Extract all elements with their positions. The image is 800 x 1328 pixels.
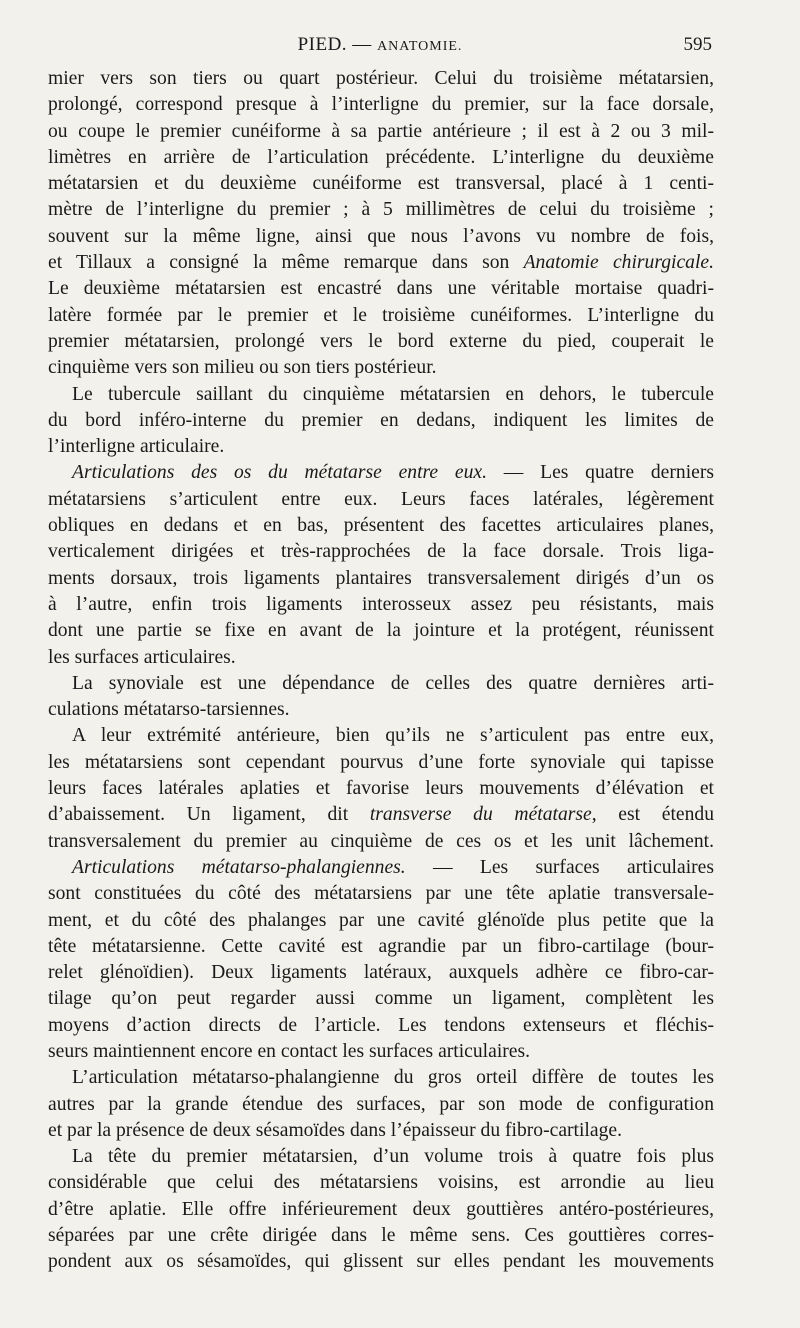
text-line: dont une partie se fixe en avant de la jointure et la protégent, réunissent <box>48 620 714 642</box>
text-line: pondent aux os sésamoïdes, qui glissent sur elles pendant les mouvements <box>48 1251 714 1273</box>
text-line: La tête du premier métatarsien, d’un volume trois à quatre fois plus <box>72 1146 714 1168</box>
text-line: souvent sur la même ligne, ainsi que nous l’avons vu nombre de fois, <box>48 225 714 247</box>
text-fragment: , est étendu <box>591 804 714 826</box>
text-line: sont constituées du côté des métatarsiens par une tête aplatie transversale- <box>48 883 714 905</box>
section-heading: Articulations des os du métatarse entre eux. <box>72 462 487 484</box>
text-line: l’interligne articulaire. <box>48 436 225 458</box>
text-line: métatarsiens s’articulent entre eux. Leurs faces latérales, légèrement <box>48 488 714 510</box>
running-title-main: PIED. — <box>297 34 378 55</box>
text-line: premier métatarsien, prolongé vers le bord externe du pied, couperait le <box>48 330 714 352</box>
text-line: mètre de l’interligne du premier ; à 5 millimètres de celui du troisième ; <box>48 199 714 221</box>
text-line: seurs maintiennent encore en contact les surfaces articulaires. <box>48 1040 531 1062</box>
text-line <box>48 855 714 881</box>
text-line <box>48 460 714 486</box>
text-line: relet glénoïdien). Deux ligaments latéraux, auxquels adhère ce fibro-car- <box>48 962 714 984</box>
text-line <box>48 250 714 276</box>
text-line: et par la présence de deux sésamoïdes dans l’épaisseur du fibro-cartilage. <box>48 1119 622 1141</box>
italic-term: transverse du métatarse <box>369 804 592 826</box>
text-line: verticalement dirigées et très-rapprochées de la face dorsale. Trois liga- <box>48 541 714 563</box>
text-fragment: — Les quatre derniers <box>486 462 714 484</box>
text-line: A leur extrémité antérieure, bien qu’ils ne s’articulent pas entre eux, <box>72 725 714 747</box>
text-line: considérable que celui des métatarsiens voisins, est arrondie au lieu <box>48 1172 714 1194</box>
page-number: 595 <box>683 34 712 55</box>
text-fragment: — Les surfaces articulaires <box>405 856 714 878</box>
text-line: séparées par une crête dirigée dans le même sens. Ces gouttières corres- <box>48 1225 714 1247</box>
text-line: obliques en dedans et en bas, présentent des facettes articulaires planes, <box>48 515 714 537</box>
running-title-section: ANATOMIE. <box>377 39 463 54</box>
text-line: culations métatarso-tarsiennes. <box>48 699 290 721</box>
italic-book-title: Anatomie chirurgicale. <box>523 252 714 274</box>
text-line: cinquième vers son milieu ou son tiers postérieur. <box>48 357 437 379</box>
text-line: Le tubercule saillant du cinquième métatarsien en dehors, le tubercule <box>72 383 714 405</box>
text-line: à l’autre, enfin trois ligaments interosseux assez peu résistants, mais <box>48 593 714 615</box>
running-header <box>48 34 712 62</box>
text-line: Le deuxième métatarsien est encastré dans une véritable mortaise quadri- <box>48 278 714 300</box>
text-line: limètres en arrière de l’articulation précédente. L’interligne du deuxième <box>48 146 714 168</box>
text-line: La synoviale est une dépendance de celles des quatre dernières arti- <box>72 672 714 694</box>
text-line: d’être aplatie. Elle offre inférieurement deux gouttières antéro-postérieures, <box>48 1198 714 1220</box>
text-line: moyens d’action directs de l’article. Les tendons extenseurs et fléchis- <box>48 1014 714 1036</box>
text-fragment: d’abaissement. Un ligament, dit <box>48 804 370 826</box>
section-heading: Articulations métatarso-phalangiennes. <box>72 856 406 878</box>
text-line: leurs faces latérales aplaties et favorise leurs mouvements d’élévation et <box>48 778 714 800</box>
text-line <box>48 802 714 828</box>
text-line: tilage qu’on peut regarder aussi comme un ligament, complètent les <box>48 988 714 1010</box>
text-line: L’articulation métatarso-phalangienne du gros orteil diffère de toutes les <box>72 1067 714 1089</box>
running-title <box>48 34 712 56</box>
text-line: ments dorsaux, trois ligaments plantaires transversalement dirigés d’un os <box>48 567 714 589</box>
text-line: ment, et du côté des phalanges par une cavité glénoïde plus petite que la <box>48 909 714 931</box>
page-body <box>48 66 714 1276</box>
text-line: autres par la grande étendue des surfaces, par son mode de configuration <box>48 1093 714 1115</box>
text-line: mier vers son tiers ou quart postérieur. Celui du troisième métatarsien, <box>48 68 714 89</box>
text-line: latère formée par le premier et le troisième cunéiformes. L’interligne du <box>48 304 714 326</box>
text-line: les surfaces articulaires. <box>48 646 236 668</box>
text-line: tête métatarsienne. Cette cavité est agrandie par un fibro-cartilage (bour- <box>48 935 714 957</box>
text-line: prolongé, correspond presque à l’interligne du premier, sur la face dorsale, <box>48 94 714 116</box>
text-line: ou coupe le premier cunéiforme à sa partie antérieure ; il est à 2 ou 3 mil- <box>48 120 714 142</box>
text-line: transversalement du premier au cinquième de ces os et les unit lâchement. <box>48 830 714 852</box>
text-line: métatarsien et du deuxième cunéiforme est transversal, placé à 1 centi- <box>48 173 714 195</box>
text-line: du bord inféro-interne du premier en dedans, indiquent les limites de <box>48 409 714 431</box>
text-line: les métatarsiens sont cependant pourvus d’une forte synoviale qui tapisse <box>48 751 714 773</box>
text-fragment: et Tillaux a consigné la même remarque dans son <box>48 252 524 274</box>
